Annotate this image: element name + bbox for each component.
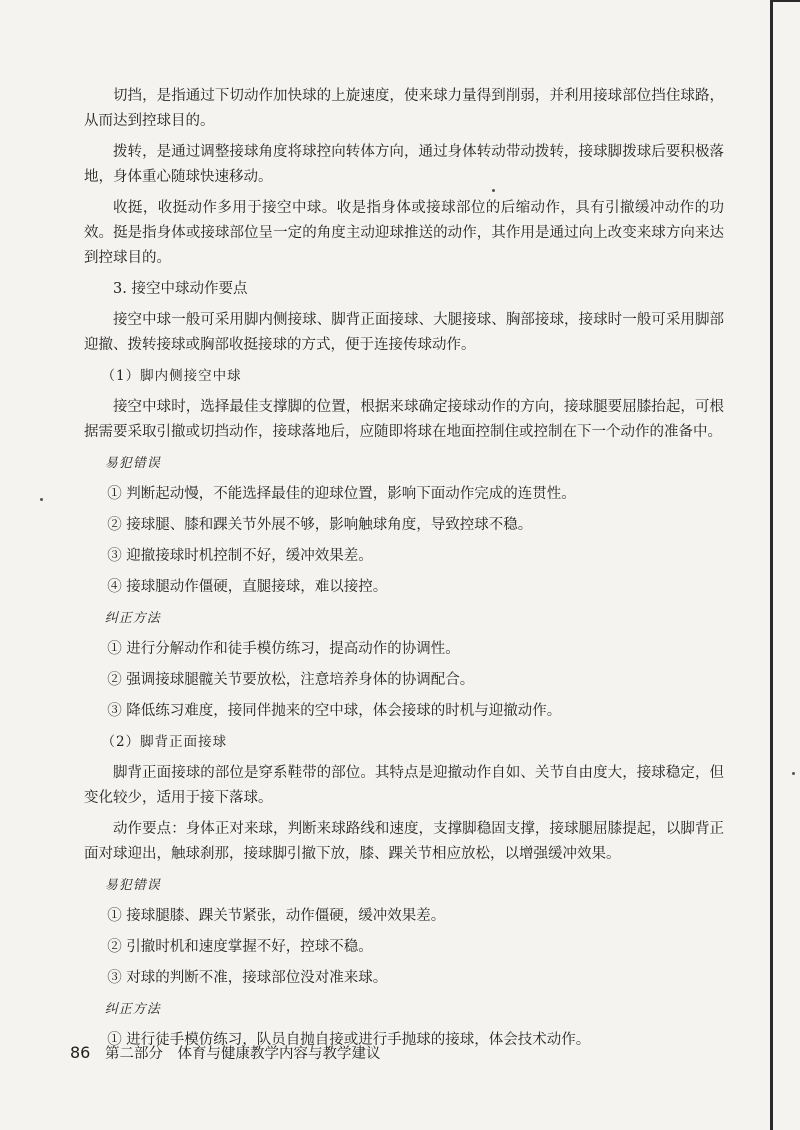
list-item: ② 引撤时机和速度掌握不好，控球不稳。	[107, 939, 373, 955]
list-item: ② 接球腿、膝和踝关节外展不够，影响触球角度，导致控球不稳。	[107, 517, 533, 533]
list-item: ④ 接球腿动作僵硬，直腿接球，难以接控。	[107, 579, 388, 595]
page-footer	[70, 1042, 380, 1063]
page-body	[84, 84, 724, 1059]
subheading-instep-inside: （1）脚内侧接空中球	[101, 368, 242, 384]
list-item: ① 接球腿膝、踝关节紧张，动作僵硬，缓冲效果差。	[107, 908, 446, 924]
label-corrections: 纠正方法	[104, 1002, 161, 1017]
scan-edge	[770, 0, 773, 1130]
subheading-instep-front: （2）脚背正面接球	[101, 734, 228, 750]
paragraph-instep-inside: 接空中球时，选择最佳支撑脚的位置，根据来球确定接球动作的方向，接球腿要屈膝抬起，可根据需要采取引撤或切挡动作，接球落地后，应随即将球在地面控制住或控制在下一个动作的准备中。	[84, 399, 724, 440]
list-item: ③ 降低练习难度，接同伴抛来的空中球，体会接球的时机与迎撤动作。	[107, 703, 562, 719]
section-heading: 3. 接空中球动作要点	[113, 281, 248, 297]
section-title: 第二部分 体育与健康教学内容与教学建议	[104, 1046, 381, 1062]
scan-edge-top	[770, 0, 800, 2]
paragraph-instep-front: 脚背正面接球的部位是穿系鞋带的部位。其特点是迎撤动作自如、关节自由度大，接球稳定，但变化较少，适用于接下落球。	[84, 765, 724, 806]
paragraph-turn: 拨转，是通过调整接球角度将球控向转体方向，通过身体转动带动拨转，接球脚拨球后要积极落地，身体重心随球快速移动。	[84, 144, 724, 185]
page-number: 86	[70, 1043, 91, 1062]
list-item: ③ 迎撤接球时机控制不好，缓冲效果差。	[107, 548, 373, 564]
scan-speck	[792, 772, 795, 775]
label-corrections: 纠正方法	[104, 611, 161, 626]
paragraph-cut-block: 切挡，是指通过下切动作加快球的上旋速度，使来球力量得到削弱，并利用接球部位挡住球路，从而达到控球目的。	[84, 88, 724, 129]
scan-speck	[40, 498, 43, 501]
list-item: ① 进行分解动作和徒手模仿练习，提高动作的协调性。	[107, 641, 460, 657]
list-item: ① 判断起动慢，不能选择最佳的迎球位置，影响下面动作完成的连贯性。	[107, 486, 576, 502]
list-item: ③ 对球的判断不准，接球部位没对准来球。	[107, 970, 388, 986]
paragraph-key-points: 动作要点：身体正对来球，判断来球路线和速度，支撑脚稳固支撑，接球腿屈膝提起，以脚背正面对球迎出，触球刹那，接球脚引撤下放，膝、踝关节相应放松，以增强缓冲效果。	[84, 821, 724, 862]
list-item: ① 进行徒手模仿练习，队员自抛自接或进行手抛球的接球，体会技术动作。	[107, 1032, 591, 1048]
paragraph-retract: 收挺，收挺动作多用于接空中球。收是指身体或接球部位的后缩动作，具有引撤缓冲动作的功效。挺是指身体或接球部位呈一定的角度主动迎球推送的动作，其作用是通过向上改变来球方向来达到控球目的。	[84, 200, 724, 266]
label-common-errors: 易犯错误	[104, 456, 161, 471]
list-item: ② 强调接球腿髋关节要放松，注意培养身体的协调配合。	[107, 672, 475, 688]
paragraph-overview: 接空中球一般可采用脚内侧接球、脚背正面接球、大腿接球、胸部接球，接球时一般可采用脚部迎撤、拨转接球或胸部收挺接球的方式，便于连接传球动作。	[84, 312, 724, 353]
label-common-errors: 易犯错误	[104, 878, 161, 893]
